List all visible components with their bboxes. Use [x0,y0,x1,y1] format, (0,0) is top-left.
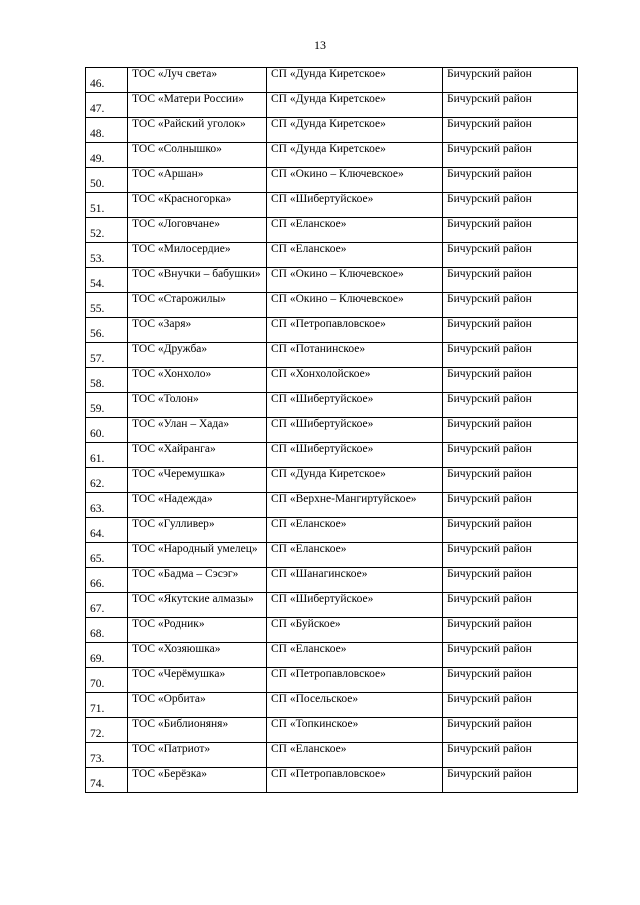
tos-name: ТОС «Патриот» [128,743,267,768]
district-name: Бичурский район [443,593,578,618]
table-row [86,618,578,643]
table-row [86,293,578,318]
row-number: 57. [86,343,128,368]
row-number: 50. [86,168,128,193]
settlement-name: СП «Еланское» [267,218,443,243]
tos-name: ТОС «Черёмушка» [128,668,267,693]
district-name: Бичурский район [443,68,578,93]
row-number: 74. [86,768,128,793]
row-number: 63. [86,493,128,518]
settlement-name: СП «Окино – Ключевское» [267,293,443,318]
row-number: 53. [86,243,128,268]
district-name: Бичурский район [443,268,578,293]
district-name: Бичурский район [443,318,578,343]
tos-name: ТОС «Надежда» [128,493,267,518]
tos-name: ТОС «Заря» [128,318,267,343]
district-name: Бичурский район [443,143,578,168]
tos-name: ТОС «Внучки – бабушки» [128,268,267,293]
table-row [86,393,578,418]
settlement-name: СП «Шибертуйское» [267,393,443,418]
table-row [86,118,578,143]
settlement-name: СП «Дунда Киретское» [267,93,443,118]
table-row [86,443,578,468]
tos-name: ТОС «Орбита» [128,693,267,718]
district-name: Бичурский район [443,768,578,793]
tos-name: ТОС «Матери России» [128,93,267,118]
settlement-name: СП «Буйское» [267,618,443,643]
row-number: 66. [86,568,128,593]
district-name: Бичурский район [443,293,578,318]
table-row [86,643,578,668]
tos-name: ТОС «Милосердие» [128,243,267,268]
table-row [86,168,578,193]
row-number: 52. [86,218,128,243]
settlement-name: СП «Петропавловское» [267,318,443,343]
table-row [86,693,578,718]
settlement-name: СП «Еланское» [267,518,443,543]
row-number: 51. [86,193,128,218]
table-row [86,193,578,218]
settlement-name: СП «Петропавловское» [267,668,443,693]
settlement-name: СП «Посельское» [267,693,443,718]
settlement-name: СП «Хонхолойское» [267,368,443,393]
table-row [86,568,578,593]
row-number: 62. [86,468,128,493]
row-number: 46. [86,68,128,93]
settlement-name: СП «Окино – Ключевское» [267,168,443,193]
table-row [86,243,578,268]
district-name: Бичурский район [443,493,578,518]
row-number: 56. [86,318,128,343]
table-row [86,418,578,443]
page-number: 13 [314,38,326,52]
row-number: 47. [86,93,128,118]
row-number: 71. [86,693,128,718]
district-name: Бичурский район [443,243,578,268]
settlement-name: СП «Петропавловское» [267,768,443,793]
district-name: Бичурский район [443,643,578,668]
district-name: Бичурский район [443,718,578,743]
tos-name: ТОС «Толон» [128,393,267,418]
table-row [86,143,578,168]
tos-name: ТОС «Солнышко» [128,143,267,168]
district-name: Бичурский район [443,443,578,468]
row-number: 69. [86,643,128,668]
settlement-name: СП «Еланское» [267,743,443,768]
tos-name: ТОС «Дружба» [128,343,267,368]
settlement-name: СП «Еланское» [267,543,443,568]
row-number: 49. [86,143,128,168]
row-number: 48. [86,118,128,143]
tos-name: ТОС «Луч света» [128,68,267,93]
settlement-name: СП «Шанагинское» [267,568,443,593]
district-name: Бичурский район [443,468,578,493]
table-row [86,343,578,368]
tos-name: ТОС «Гулливер» [128,518,267,543]
district-name: Бичурский район [443,568,578,593]
district-name: Бичурский район [443,418,578,443]
settlement-name: СП «Верхне-Мангиртуйское» [267,493,443,518]
settlement-name: СП «Дунда Киретское» [267,118,443,143]
row-number: 67. [86,593,128,618]
table-row [86,668,578,693]
settlement-name: СП «Дунда Киретское» [267,468,443,493]
row-number: 58. [86,368,128,393]
row-number: 70. [86,668,128,693]
settlement-name: СП «Окино – Ключевское» [267,268,443,293]
district-name: Бичурский район [443,743,578,768]
settlement-name: СП «Дунда Киретское» [267,68,443,93]
tos-name: ТОС «Народный умелец» [128,543,267,568]
table-row [86,468,578,493]
row-number: 60. [86,418,128,443]
district-name: Бичурский район [443,218,578,243]
tos-name: ТОС «Хайранга» [128,443,267,468]
row-number: 65. [86,543,128,568]
table-row [86,518,578,543]
tos-name: ТОС «Библионяня» [128,718,267,743]
table-row [86,718,578,743]
table-row [86,318,578,343]
district-name: Бичурский район [443,543,578,568]
row-number: 68. [86,618,128,643]
settlement-name: СП «Шибертуйское» [267,418,443,443]
district-name: Бичурский район [443,193,578,218]
table-row [86,93,578,118]
table-row [86,743,578,768]
district-name: Бичурский район [443,343,578,368]
settlement-name: СП «Топкинское» [267,718,443,743]
district-name: Бичурский район [443,668,578,693]
table-row [86,493,578,518]
tos-name: ТОС «Якутские алмазы» [128,593,267,618]
settlement-name: СП «Шибертуйское» [267,443,443,468]
tos-name: ТОС «Берёзка» [128,768,267,793]
settlement-name: СП «Еланское» [267,243,443,268]
tos-table-body [86,68,578,793]
table-row [86,543,578,568]
row-number: 61. [86,443,128,468]
settlement-name: СП «Шибертуйское» [267,193,443,218]
tos-name: ТОС «Логовчане» [128,218,267,243]
row-number: 64. [86,518,128,543]
tos-name: ТОС «Аршан» [128,168,267,193]
row-number: 54. [86,268,128,293]
district-name: Бичурский район [443,368,578,393]
settlement-name: СП «Еланское» [267,643,443,668]
table-row [86,218,578,243]
tos-name: ТОС «Райский уголок» [128,118,267,143]
tos-table [85,67,578,793]
row-number: 72. [86,718,128,743]
tos-name: ТОС «Красногорка» [128,193,267,218]
district-name: Бичурский район [443,168,578,193]
row-number: 73. [86,743,128,768]
tos-name: ТОС «Хозяюшка» [128,643,267,668]
district-name: Бичурский район [443,618,578,643]
table-row [86,68,578,93]
row-number: 59. [86,393,128,418]
settlement-name: СП «Дунда Киретское» [267,143,443,168]
table-row [86,368,578,393]
tos-name: ТОС «Хонхоло» [128,368,267,393]
tos-name: ТОС «Бадма – Сэсэг» [128,568,267,593]
district-name: Бичурский район [443,93,578,118]
district-name: Бичурский район [443,693,578,718]
district-name: Бичурский район [443,518,578,543]
settlement-name: СП «Потанинское» [267,343,443,368]
table-row [86,593,578,618]
table-row [86,268,578,293]
district-name: Бичурский район [443,393,578,418]
table-row [86,768,578,793]
settlement-name: СП «Шибертуйское» [267,593,443,618]
tos-name: ТОС «Родник» [128,618,267,643]
row-number: 55. [86,293,128,318]
tos-name: ТОС «Улан – Хада» [128,418,267,443]
tos-name: ТОС «Черемушка» [128,468,267,493]
tos-name: ТОС «Старожилы» [128,293,267,318]
district-name: Бичурский район [443,118,578,143]
